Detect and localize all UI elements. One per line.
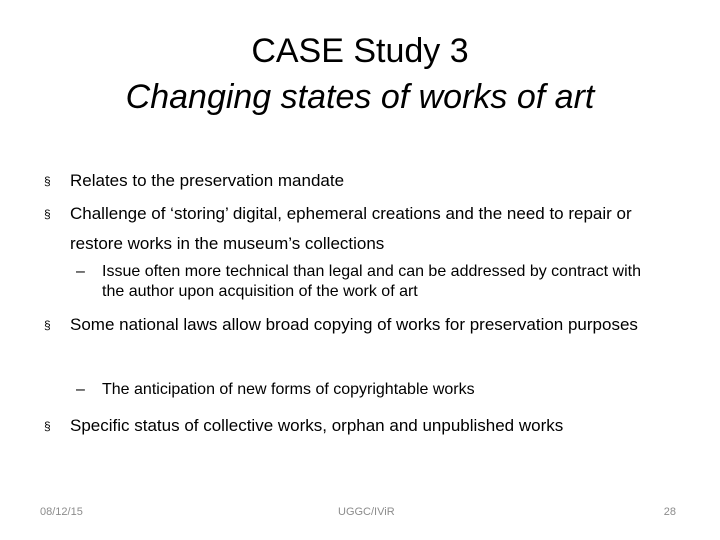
- title-line-1: CASE Study 3: [251, 32, 469, 70]
- bullet-item: [44, 199, 664, 259]
- dash-marker-icon: –: [76, 381, 85, 398]
- bullet-item: [44, 166, 664, 196]
- bullet-marker-icon: §: [44, 318, 51, 332]
- sub-bullet-item: [76, 262, 660, 302]
- bullet-marker-icon: §: [44, 207, 51, 221]
- bullet-marker-icon: §: [44, 174, 51, 188]
- sub-bullet-text: Issue often more technical than legal and can be addressed by contract with the author upon acquisition of the work of art: [102, 263, 641, 300]
- footer-date: 08/12/15: [40, 506, 83, 518]
- sub-bullet-item: [76, 380, 660, 400]
- sub-bullet-text: The anticipation of new forms of copyrightable works: [102, 381, 475, 398]
- slide-number: 28: [663, 506, 676, 518]
- bullet-text: Specific status of collective works, orphan and unpublished works: [70, 416, 564, 435]
- bullet-text: Some national laws allow broad copying of works for preservation purposes: [70, 315, 638, 334]
- footer-center: UGGC/IViR: [338, 506, 395, 518]
- bullet-text: Challenge of ‘storing’ digital, ephemeral creations and the need to repair or restore works in the museum’s collections: [70, 204, 632, 253]
- slide-title: [0, 28, 720, 120]
- bullet-text: Relates to the preservation mandate: [70, 171, 345, 190]
- bullet-marker-icon: §: [44, 419, 51, 433]
- title-line-2: Changing states of works of art: [125, 78, 595, 116]
- bullet-item: [44, 411, 664, 441]
- dash-marker-icon: –: [76, 263, 85, 280]
- bullet-item: [44, 310, 664, 340]
